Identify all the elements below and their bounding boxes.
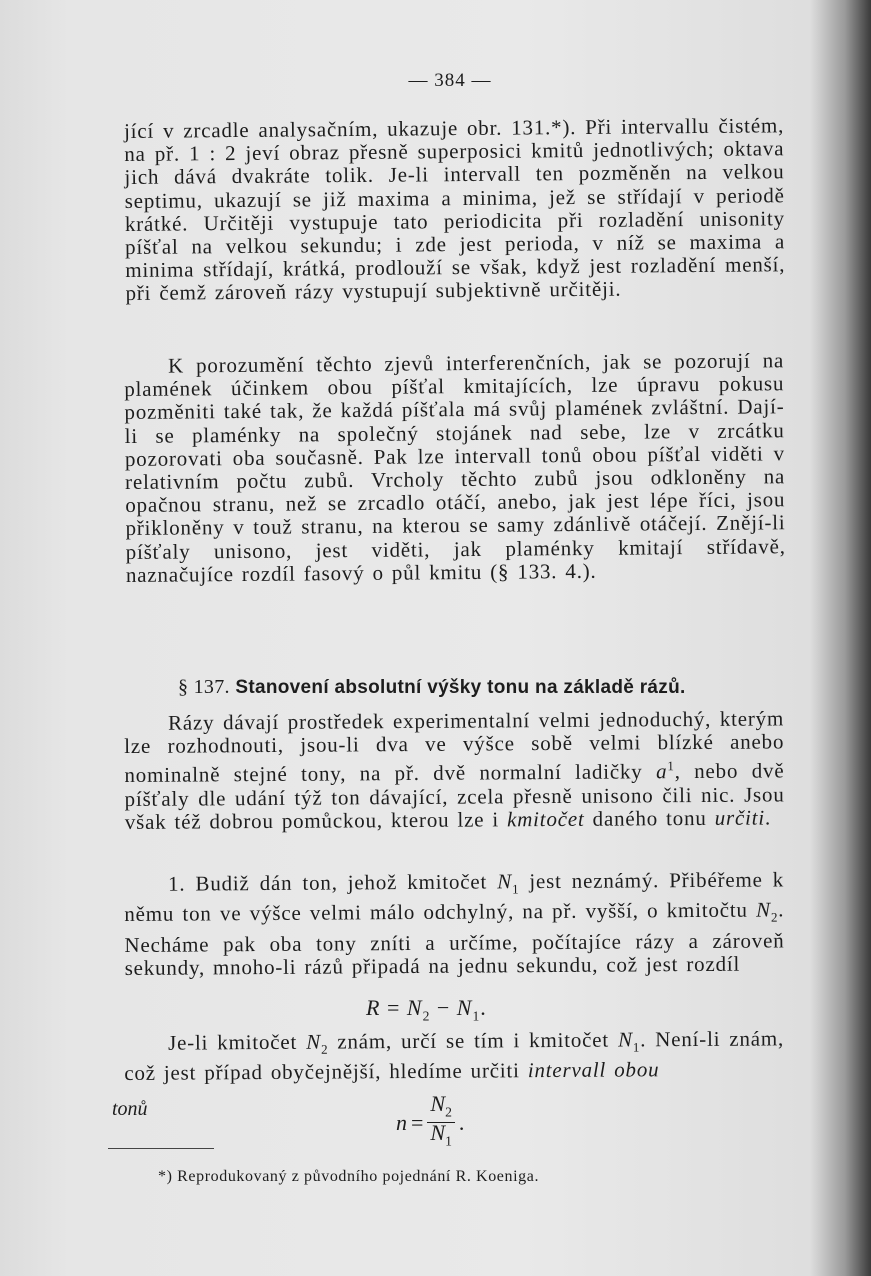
paragraph-3-italic-kmitocet: kmitočet	[506, 806, 585, 832]
tuning-fork-superscript: 1	[667, 758, 675, 774]
paragraph-2-text: K porozumění těchto zjevů interferenčních, jak se pozorují na plamének účinkem obou píšťal kmitajících, lze úpravu pokusu pozměniti také tak, že každá píšťala má svůj plamének zvláštní. Dají-li se plaménky na společný stojánek nad sebe, lze v zrcátku pozorovati oba současně. Pak lze intervall tonů obou píšťal viděti v relativním počtu zubů. Vrcholy těchto zubů jsou odkloněny na opačnou stranu, než se zrcadlo otáčí, anebo, jak jest lépe říci, jsou přikloněny v touž stranu, na kterou se samy zdánlivě otáčejí. Znějí-li píšťaly unisono, jest viděti, jak plaménky kmitají střídavě, naznačujíce rozdíl fasový o půl kmitu (§ 133. 4.).	[124, 348, 786, 587]
paragraph-5-part3: . Není-li znám, což jest případ obyčejnější, hledíme určiti	[124, 1026, 785, 1086]
paragraph-4-part1: 1. Budiž dán ton, jehož kmitočet	[167, 869, 498, 896]
fraction-numerator: $N_2$	[427, 1094, 455, 1123]
paragraph-3-part1: Rázy dávají prostředek experimentalní velmi jednoduchý, kterým lze rozhodnouti, jsou-li dva ve výšce sobě velmi blízké anebo nominalně stejné tony, na př. dvě normalní ladičky	[124, 706, 785, 788]
paragraph-1-text: jící v zrcadle analysačním, ukazuje obr. 131.*). Při intervallu čistém, na př. 1 : 2 jeví obraz přesně superposici kmitů jednotlivých; oktava jich dává dvakráte tolik. Je-li intervall ten pozměněn na velkou septimu, ukazují se již maxima a minima, jež se střídají v periodě krátké. Určitěji vystupuje tato periodicita při rozladění unisonity píšťal na velkou sekundu; i zde jest perioda, v níž se maxima a minima střídají, krátká, prodlouží se však, když jest rozladění menší, při čemž zároveň rázy vystupují subjektivně určitěji.	[123, 113, 786, 306]
paragraph-3-part3: daného tonu	[584, 805, 715, 831]
footnote: *) Reprodukovaný z původního pojednání R. Koeniga.	[158, 1168, 540, 1185]
footnote-divider	[108, 1148, 214, 1149]
paragraph-5: Je-li kmitočet $N_2$ znám, určí se tím i kmitočet $N_1$. Není-li znám, což jest případ obyčejnější, hledíme určiti intervall obou	[124, 1026, 785, 1086]
page-number: — 384 —	[408, 70, 492, 91]
equation-interval-label: tonů	[112, 1098, 148, 1120]
paragraph-1	[124, 114, 786, 305]
paragraph-2	[124, 349, 786, 587]
tuning-fork-symbol: a	[655, 759, 668, 784]
fraction-denominator: $N_1$	[430, 1120, 452, 1149]
paragraph-3: Rázy dávají prostředek experimentalní velmi jednoduchý, kterým lze rozhodnouti, jsou-li dva ve výšce sobě velmi blízké anebo nominalně stejné tony, na př. dvě normalní ladičky $a^1$, nebo dvě píšťaly dle udání týž ton dávající, zcela přesně unisono čili nic. Jsou však též dobrou pomůckou, kterou lze i kmitočet daného tonu určiti.	[124, 706, 785, 834]
paragraph-3-part2: , nebo dvě píšťaly dle udání týž ton dávající, zcela přesně unisono čili nic. Jsou však též dobrou pomůckou, kterou lze i	[124, 758, 785, 834]
paragraph-3-italic-urciti: určiti	[714, 805, 766, 830]
section-title: Stanovení absolutní výšky tonu na základě rázů.	[235, 677, 686, 698]
paragraph-5-part1: Je-li kmitočet	[167, 1029, 307, 1055]
section-number: § 137.	[178, 676, 230, 698]
equation-interval: n = $\frac{N_2}{N_1}$ .	[396, 1094, 464, 1152]
paragraph-5-italic: intervall obou	[527, 1057, 660, 1083]
paragraph-4: 1. Budiž dán ton, jehož kmitočet $N_1$ jest neznámý. Přibéřeme k němu ton ve výšce velmi málo odchylný, na př. vyšší, o kmitočtu $N_2$. Necháme pak oba tony zníti a určíme, počítajíce rázy a zároveň sekundy, mnoho-li rázů připadá na jednu sekundu, což jest rozdíl	[124, 867, 785, 980]
equation-beat-difference: $R = N_2 - N_1$.	[366, 995, 487, 1024]
interval-fraction	[427, 1091, 455, 1152]
paragraph-4-part2: jest neznámý. Přibéřeme k němu ton ve výšce velmi málo odchylný, na př. vyšší, o kmitočtu	[124, 867, 785, 927]
section-heading	[178, 676, 778, 699]
paragraph-5-part2: znám, určí se tím i kmitočet	[328, 1027, 619, 1054]
paragraph-4-part3: . Necháme pak oba tony zníti a určíme, počítajíce rázy a zároveň sekundy, mnoho-li rázů připadá na jednu sekundu, což jest rozdíl	[124, 897, 785, 980]
